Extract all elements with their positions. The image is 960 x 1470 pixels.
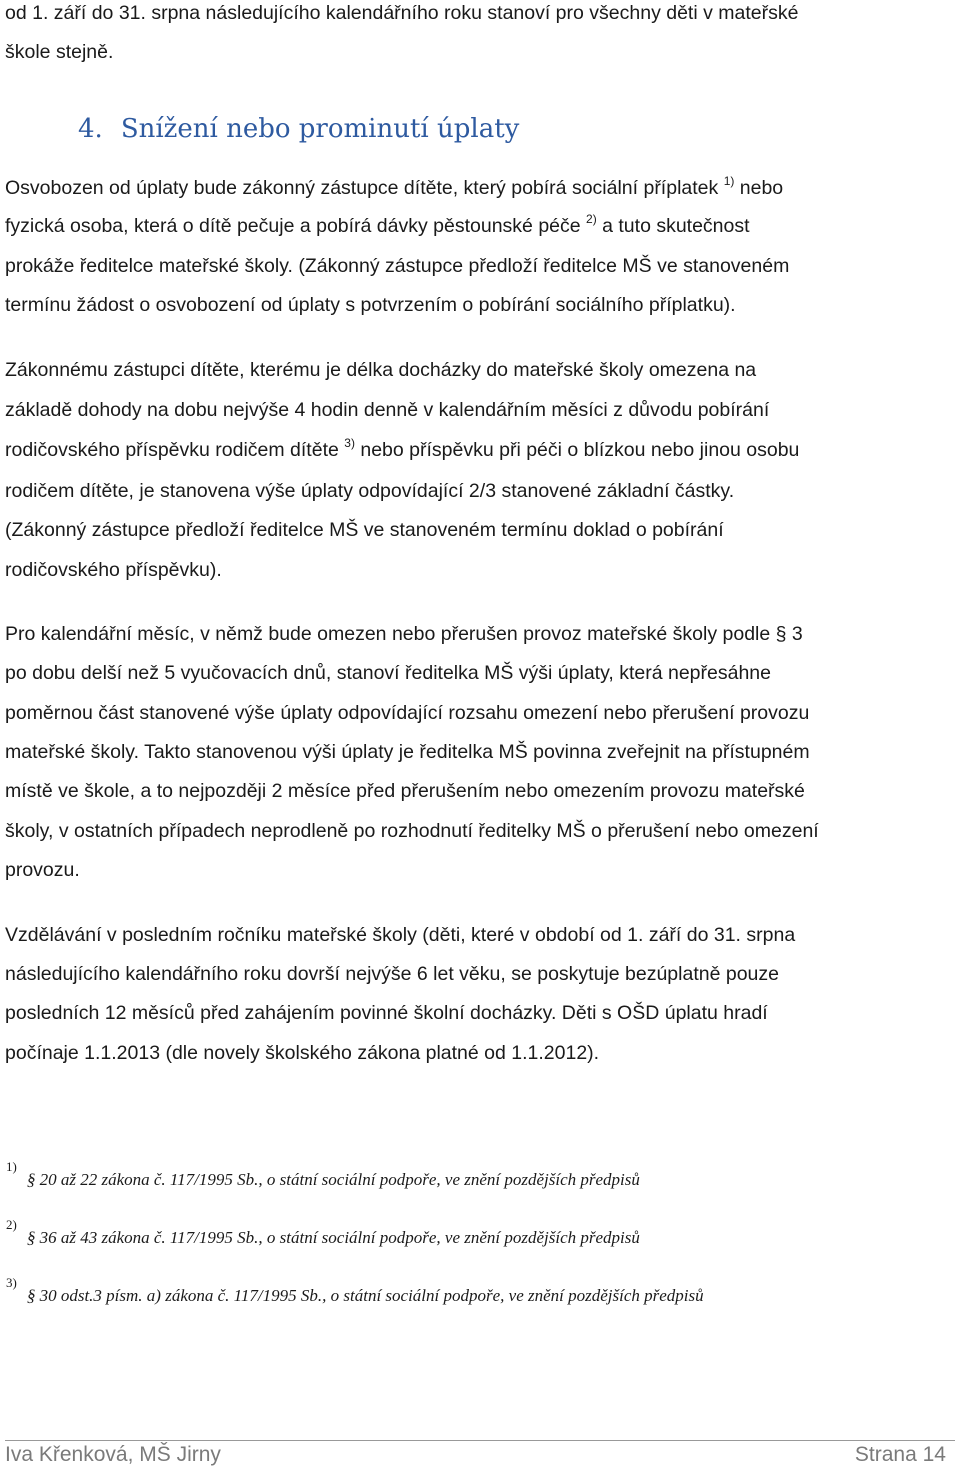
text-line: školy, v ostatních případech neprodleně po rozhodnutí ředitelky MŠ o přerušení nebo omezení — [5, 820, 819, 842]
text-line: místě ve škole, a to nejpozději 2 měsíce před přerušením nebo omezením provozu mateřské — [5, 780, 805, 802]
text-line: Zákonnému zástupci dítěte, kterému je délka docházky do mateřské školy omezena na — [5, 359, 757, 381]
text-line: rodičem dítěte, je stanovena výše úplaty odpovídající 2/3 stanovené základní částky. — [5, 480, 735, 502]
footer-author: Iva Křenková, MŠ Jirny — [5, 1443, 221, 1466]
footnote-mark: 2) — [6, 1217, 17, 1232]
text-line: Osvobozen od úplaty bude zákonný zástupce dítěte, který pobírá sociální příplatek $^{1)}$ nebo — [5, 174, 784, 199]
footnote-mark: 1) — [6, 1159, 17, 1174]
text-line: počínaje 1.1.2013 (dle novely školského zákona platné od 1.1.2012). — [5, 1042, 600, 1064]
text-line: fyzická osoba, která o dítě pečuje a pobírá dávky pěstounské péče $^{2)}$ a tuto skutečnost — [5, 212, 750, 237]
footnote-text: § 36 až 43 zákona č. 117/1995 Sb., o státní sociální podpoře, ve znění pozdějších předpisů — [26, 1228, 640, 1247]
text-line: termínu žádost o osvobození od úplaty s potvrzením o pobírání sociálního příplatku). — [5, 294, 736, 316]
footnote-ref: 3) — [344, 436, 355, 450]
text-line: rodičovského příspěvku). — [5, 559, 222, 581]
footnote — [6, 1217, 640, 1248]
footnote-ref: 2) — [586, 212, 597, 226]
text-line: mateřské školy. Takto stanovenou výši úplaty je ředitelka MŠ povinna zveřejnit na přístupném — [5, 741, 810, 763]
text-line: po dobu delší než 5 vyučovacích dnů, stanoví ředitelka MŠ výši úplaty, která nepřesáhne — [5, 662, 771, 684]
heading-number: 4. — [78, 114, 103, 144]
footnote — [6, 1159, 640, 1190]
section-heading — [78, 114, 519, 144]
text-line: od 1. září do 31. srpna následujícího kalendářního roku stanoví pro všechny děti v mateřské — [5, 2, 799, 24]
footnote-mark: 3) — [6, 1275, 17, 1290]
text-line: (Zákonný zástupce předloží ředitelce MŠ ve stanoveném termínu doklad o pobírání — [5, 519, 724, 541]
text-line: následujícího kalendářního roku dovrší nejvýše 6 let věku, se poskytuje bezúplatně pouze — [5, 963, 779, 985]
text-line: základě dohody na dobu nejvýše 4 hodin denně v kalendářním měsíci z důvodu pobírání — [5, 399, 770, 421]
footnote-ref: 1) — [723, 174, 735, 188]
footnote — [6, 1275, 704, 1306]
heading-title: Snížení nebo prominutí úplaty — [120, 114, 520, 144]
text-line: posledních 12 měsíců před zahájením povinné školní docházky. Děti s OŠD úplatu hradí — [5, 1002, 768, 1024]
footnote-text: § 30 odst.3 písm. a) zákona č. 117/1995 Sb., o státní sociální podpoře, ve znění pozdějších předpisů — [26, 1286, 704, 1305]
text-line: Pro kalendářní měsíc, v němž bude omezen nebo přerušen provoz mateřské školy podle § 3 — [5, 623, 803, 645]
text-line: Vzdělávání v posledním ročníku mateřské školy (děti, které v období od 1. září do 31. srpna — [5, 924, 796, 946]
text-line: provozu. — [5, 859, 80, 881]
footnote-text: § 20 až 22 zákona č. 117/1995 Sb., o státní sociální podpoře, ve znění pozdějších předpisů — [26, 1170, 640, 1189]
footer-page-number: Strana 14 — [854, 1443, 946, 1466]
text-line: prokáže ředitelce mateřské školy. (Zákonný zástupce předloží ředitelce MŠ ve stanoveném — [5, 255, 790, 277]
text-line: škole stejně. — [5, 41, 114, 63]
text-line: rodičovského příspěvku rodičem dítěte $^{3)}$ nebo příspěvku při péči o blízkou nebo jinou osobu — [5, 436, 800, 461]
footer-divider — [5, 1440, 955, 1441]
text-line: poměrnou část stanovené výše úplaty odpovídající rozsahu omezení nebo přerušení provozu — [5, 702, 810, 724]
